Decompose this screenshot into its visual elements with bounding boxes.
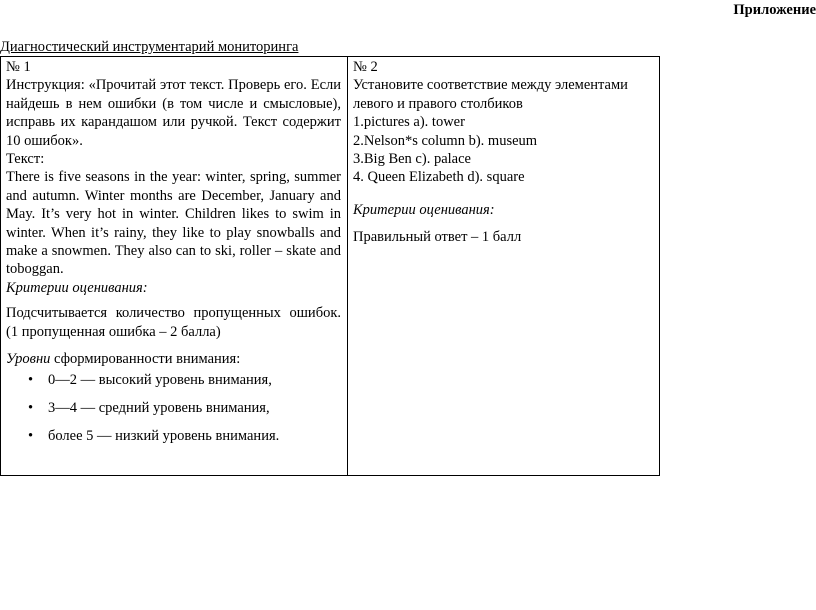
- bullet-icon: •: [28, 399, 34, 416]
- levels-list: [6, 371, 341, 446]
- task1-instruction: Инструкция: «Прочитай этот текст. Проверь его. Если найдешь в нем ошибки (в том числе и смысловые), исправь их карандашом или ручкой. Текст содержит 10 ошибок».: [6, 77, 341, 149]
- task2-number: № 2: [353, 59, 378, 75]
- task2-cell: [348, 57, 660, 476]
- monitoring-table: [0, 56, 660, 476]
- list-item: [6, 371, 341, 389]
- task1-text-label: Текст:: [6, 151, 45, 168]
- task1-text: There is five seasons in the year: winter, spring, summer and autumn. Winter months are December, January and May. It’s very hot in winter. Children likes to swim in winter. When it’s rainy, they like to play snowballs and make a snowmen. They also can to ski, roller – skate and toboggan.: [6, 169, 341, 278]
- match-item: 1.pictures a). tower: [353, 114, 465, 131]
- task2-criteria-label: Критерии оценивания:: [353, 201, 495, 218]
- appendix-label: Приложение: [733, 2, 816, 18]
- task1-levels-heading: [6, 350, 341, 368]
- task2-instruction: Установите соответствие между элементами левого и правого столбиков: [353, 77, 628, 112]
- list-item: [6, 399, 341, 417]
- bullet-icon: •: [28, 428, 34, 445]
- list-item: [6, 427, 341, 445]
- level-text: более 5 — низкий уровень внимания.: [48, 428, 280, 445]
- task1-cell: [1, 57, 348, 476]
- bullet-icon: •: [28, 371, 34, 388]
- table-row: [1, 57, 660, 476]
- task1-number: № 1: [6, 59, 31, 75]
- match-item: 3.Big Ben c). palace: [353, 151, 471, 168]
- task1-criteria-label: Критерии оценивания:: [6, 279, 148, 296]
- levels-heading-rest: сформированности внимания:: [50, 351, 241, 368]
- task2-answer: Правильный ответ – 1 балл: [353, 229, 522, 246]
- task1-criteria-text: Подсчитывается количество пропущенных ошибок. (1 пропущенная ошибка – 2 балла): [6, 305, 341, 340]
- level-text: 3—4 — средний уровень внимания,: [48, 399, 270, 416]
- match-item: 4. Queen Elizabeth d). square: [353, 169, 525, 186]
- levels-heading-italic: Уровни: [6, 351, 51, 368]
- document-subtitle: Диагностический инструментарий мониторинга: [0, 39, 299, 55]
- match-item: 2.Nelson*s column b). museum: [353, 132, 538, 149]
- level-text: 0—2 — высокий уровень внимания,: [48, 371, 272, 388]
